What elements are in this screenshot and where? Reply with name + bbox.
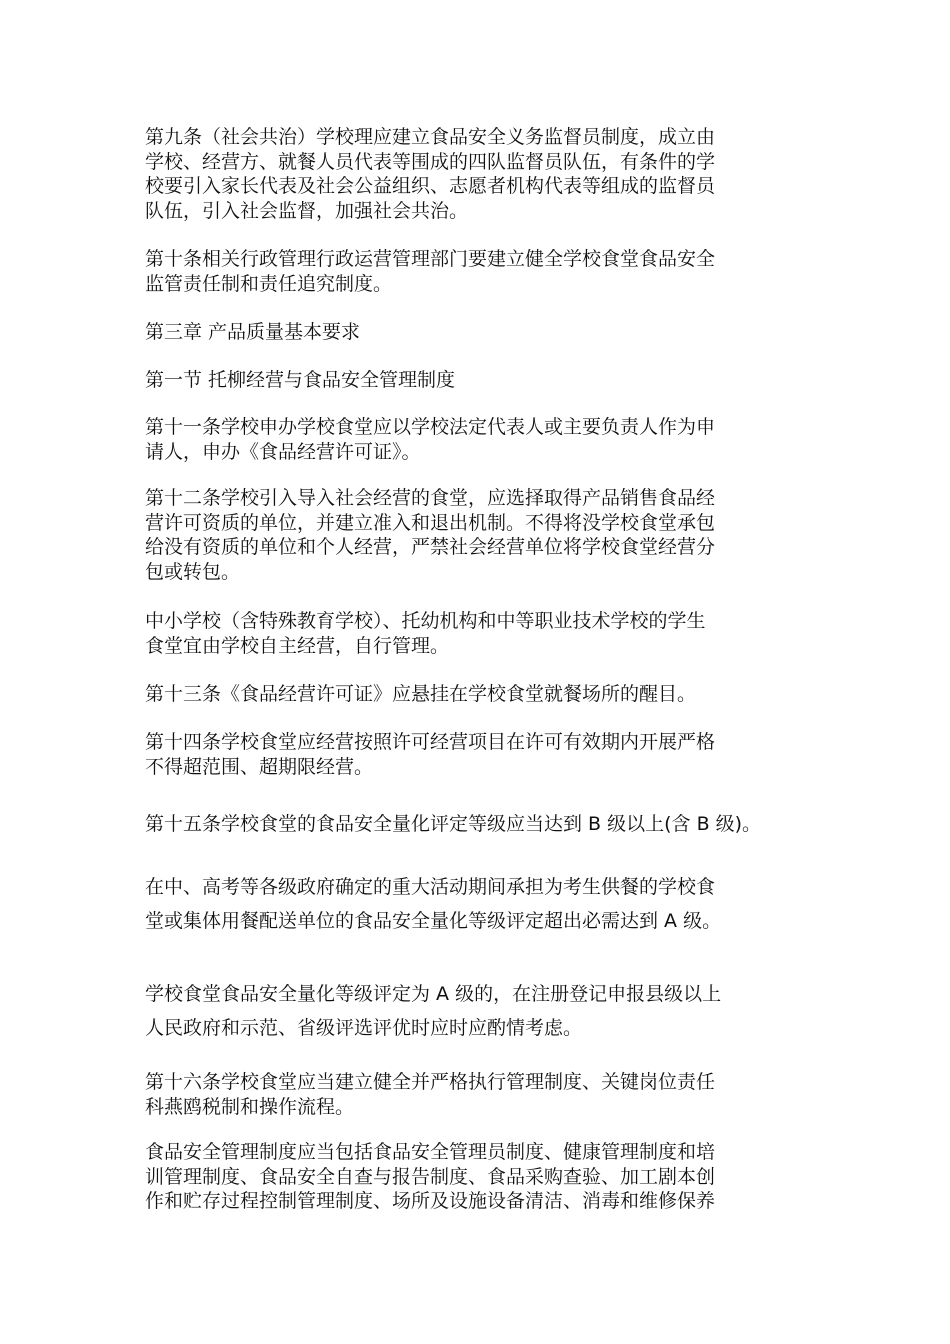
text-line: 营许可资质的单位，并建立准入和退出机制。不得将没学校食堂承包 bbox=[145, 511, 716, 534]
text-line: 给没有资质的单位和个人经营，严禁社会经营单位将学校食堂经营分 bbox=[145, 536, 716, 558]
text-line: 作和贮存过程控制管理制度、场所及设施设备清洁、消毒和维修保养 bbox=[145, 1190, 716, 1212]
article-12-b-paragraph bbox=[145, 609, 825, 658]
text-line: 人民政府和示范、省级评选评优时应时应酌情考虑。 bbox=[145, 1017, 583, 1039]
text-line: 中小学校（含特殊教育学校）、托幼机构和中等职业技术学校的学生 bbox=[145, 610, 706, 632]
text-line: 科燕鸥税制和操作流程。 bbox=[145, 1095, 355, 1118]
text-line: 学校食堂食品安全量化等级评定为 A 级的，在注册登记申报县级以上 bbox=[145, 983, 722, 1005]
text-line: 第十五条学校食堂的食品安全量化评定等级应当达到 B 级以上(含 B 级)。 bbox=[145, 813, 762, 835]
text-line: 请人，申办《食品经营许可证》。 bbox=[145, 440, 421, 463]
article-15-c-paragraph bbox=[145, 977, 825, 1045]
text-line: 第十二条学校引入导入社会经营的食堂，应选择取得产品销售食品经 bbox=[145, 487, 716, 509]
article-15-paragraph bbox=[145, 812, 825, 837]
text-line: 训管理制度、食品安全自查与报告制度、食品采购查验、加工剧本创 bbox=[145, 1165, 716, 1188]
text-line: 第十六条学校食堂应当建立健全并严格执行管理制度、关键岗位责任 bbox=[145, 1071, 716, 1093]
text-line: 第十一条学校申办学校食堂应以学校法定代表人或主要负责人作为申 bbox=[145, 416, 716, 438]
text-line: 学校、经营方、就餐人员代表等围成的四队监督员队伍，有条件的学 bbox=[145, 150, 716, 173]
text-line: 食堂宜由学校自主经营，自行管理。 bbox=[145, 634, 450, 657]
section-heading bbox=[145, 368, 825, 393]
article-16-b-paragraph bbox=[145, 1140, 825, 1214]
text-line: 第十条相关行政管理行政运营管理部门要建立健全学校食堂食品安全 bbox=[145, 248, 716, 270]
article-14-paragraph bbox=[145, 730, 825, 779]
chapter-heading bbox=[145, 320, 825, 345]
article-16-paragraph bbox=[145, 1070, 825, 1119]
article-12-paragraph bbox=[145, 486, 825, 584]
text-line: 第一节 托柳经营与食品安全管理制度 bbox=[145, 369, 456, 391]
article-13-paragraph bbox=[145, 682, 825, 707]
text-line: 堂或集体用餐配送单位的食品安全量化等级评定超出必需达到 A 级。 bbox=[145, 910, 722, 932]
article-15-b-paragraph bbox=[145, 870, 825, 938]
text-line: 第十三条《食品经营许可证》应悬挂在学校食堂就餐场所的醒目。 bbox=[145, 683, 697, 705]
text-line: 第十四条学校食堂应经营按照许可经营项目在许可有效期内开展严格 bbox=[145, 731, 716, 753]
text-line: 在中、高考等各级政府确定的重大活动期间承担为考生供餐的学校食 bbox=[145, 876, 716, 898]
text-line: 第九条（社会共治）学校理应建立食品安全义务监督员制度，成立由 bbox=[145, 126, 716, 148]
article-10-paragraph bbox=[145, 247, 825, 296]
text-line: 队伍，引入社会监督，加强社会共治。 bbox=[145, 199, 469, 222]
article-11-paragraph bbox=[145, 415, 825, 464]
text-line: 食品安全管理制度应当包括食品安全管理员制度、健康管理制度和培 bbox=[145, 1141, 716, 1163]
text-line: 监管责任制和责任追究制度。 bbox=[145, 272, 393, 295]
text-line: 不得超范围、超期限经营。 bbox=[145, 755, 374, 778]
text-line: 校要引入家长代表及社会公益组织、志愿者机构代表等组成的监督员 bbox=[145, 175, 716, 197]
text-line: 包或转包。 bbox=[145, 560, 241, 583]
article-9-paragraph bbox=[145, 125, 825, 223]
text-line: 第三章 产品质量基本要求 bbox=[145, 321, 361, 343]
